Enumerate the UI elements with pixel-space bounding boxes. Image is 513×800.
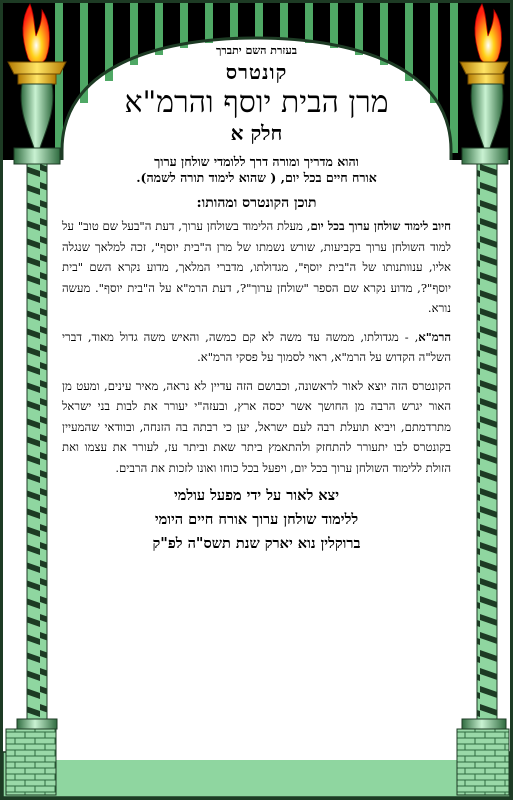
title-page-text [62,44,451,556]
subtitle-line-1: והוא מדריך ומורה דרך ללומדי שולחן ערוך [154,154,359,169]
paragraph-2-text: , - מגדולתו, ממשה עד משה לא קם כמשה, והאיש משה גדול מאוד, דברי השל"ה הקדוש על הרמ"א, ראוי לסמוך על פסקי הרמ"א. [62,329,451,364]
publisher-line-1: יצא לאור על ידי מפעל עולמי [173,487,339,504]
paragraph-3: הקונטרס הזה יוצא לאור לראשונה, וכבושם הזה עדיין לא נראה, מאיר עינים, ומעט מן האור יגרש הרבה מן החושך אשר יכסה ארץ, ובעזה"י יעורר את לבות בני ישראל מתרדמתם, ויביא תועלת רבה לעם ישראל, יען כי רבתה בה הזנחה, ובוודאי שהמעיין בקונטרס לבו יתעורר להתחזק ולהתאמץ ביתר שאת וביתר עז, לעורר את עצמו ואת הזולת ללימוד השולחן ערוך בכל יום, ויפעל בכל כוחו ואונו לזכות את הרבים. [62,378,451,475]
blessing-line: בעזרת השם יתברך [215,44,298,57]
part-label: חלק א [230,121,283,145]
paragraph-1-text: , מעלת הלימוד בשולחן ערוך, דעת ה"בעל שם טוב" על למוד השולחן ערוך בקביעות, שורש נשמתו של מרן ה"בית יוסף", זכה למלאך שנגלה אליו, ענוותנותו של ה"בית יוסף", מגדולתו, מדברי המלאך, מדוע נקרא השם "בית יוסף"?, מדוע נקרא שם הספר "שולחן ערוך"?, דעת הרמ"א על ה"בית יוסף". מעשה נורא. [62,219,451,315]
publisher-line-3: ברוקלין נוא יארק שנת תשס"ה לפ"ק [152,535,361,552]
paragraph-2 [62,327,451,368]
kuntres-label: קונטרס [225,60,288,84]
subtitle-line-2: אורח חיים בכל יום, ( שהוא לימוד תורה לשמה). [136,170,377,185]
main-title: מרן הבית יוסף והרמ"א [124,85,389,120]
toc-heading: תוכן הקונטרס ומהותו: [196,195,317,211]
publisher-line-2: ללימוד שולחן ערוך אורח חיים היומי [154,511,359,528]
paragraph-2-bold: הרמ"א [418,329,451,344]
paragraph-1-bold: חיוב לימוד שולחן ערוך בכל יום [310,219,452,233]
paragraph-1 [62,216,451,319]
